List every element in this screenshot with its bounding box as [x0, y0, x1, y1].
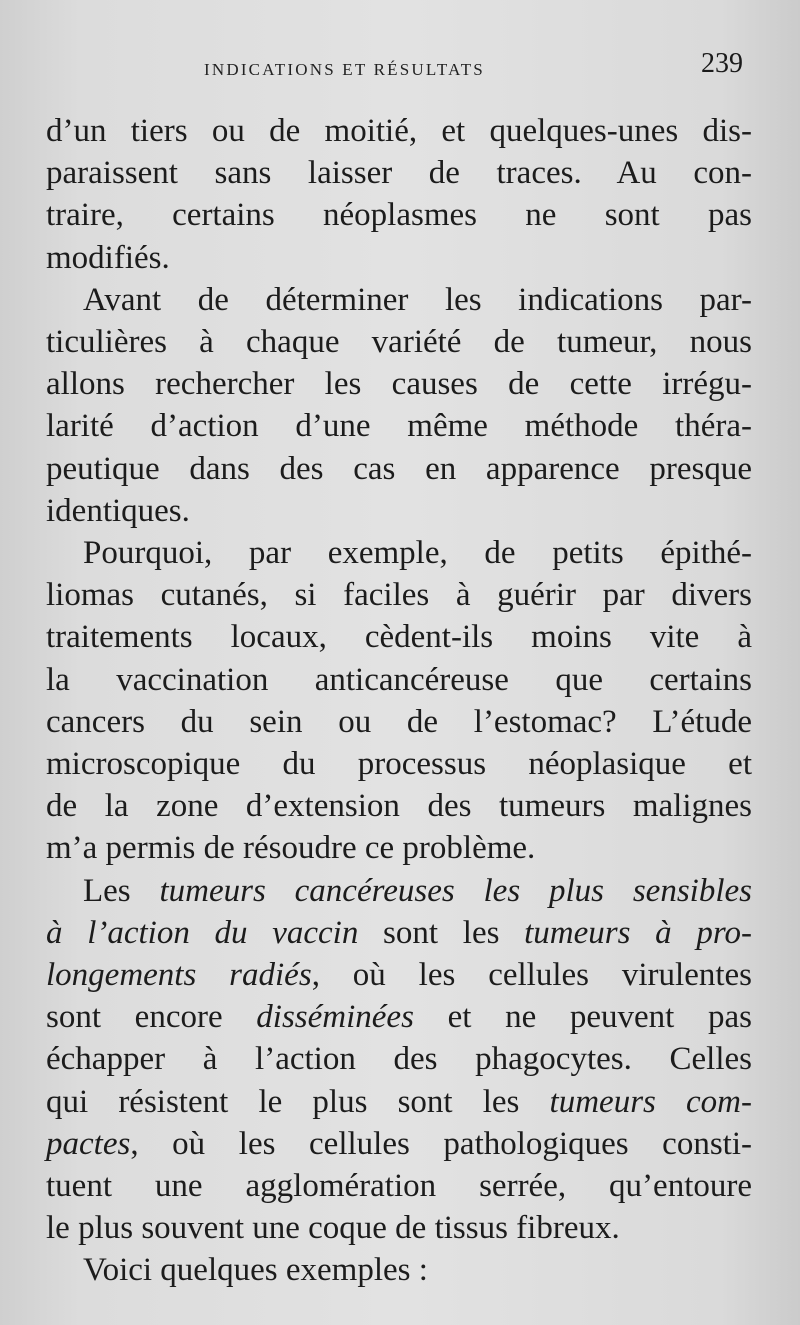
italic-text: tumeurs com- [549, 1083, 752, 1120]
page-header [0, 48, 800, 88]
text-segment: ticulières à chaque variété de tumeur, nous [46, 324, 752, 361]
text-line [46, 827, 752, 869]
text-segment: m’a permis de résoudre ce problème. [46, 830, 536, 867]
text-line [46, 1207, 752, 1249]
text-line [46, 405, 752, 447]
text-line [46, 237, 752, 279]
text-segment: traitements locaux, cèdent-ils moins vite à [46, 619, 752, 656]
body-text [46, 110, 752, 1292]
text-line [46, 152, 752, 194]
text-segment: , où les cellules virulentes [311, 957, 753, 994]
text-segment: de la zone d’extension des tumeurs malignes [46, 788, 752, 825]
text-segment: d’un tiers ou de moitié, et quelques-unes dis- [46, 113, 752, 149]
text-line [46, 1123, 752, 1165]
text-segment: Pourquoi, par exemple, de petits épithé- [83, 535, 752, 572]
text-line [46, 1165, 752, 1207]
italic-text: longements radiés [46, 957, 312, 994]
text-segment: cancers du sein ou de l’estomac? L’étude [46, 703, 752, 740]
italic-text: tumeurs cancéreuses les plus sensibles [159, 872, 752, 909]
paragraph [46, 110, 752, 279]
text-segment: modifiés. [46, 239, 170, 276]
text-line [46, 490, 752, 532]
text-line [46, 701, 752, 743]
text-segment: la vaccination anticancéreuse que certains [46, 661, 752, 698]
running-head: INDICATIONS ET RÉSULTATS [204, 60, 485, 79]
text-segment: peutique dans des cas en apparence presque [46, 450, 752, 487]
text-segment: allons rechercher les causes de cette irrégu- [46, 366, 752, 403]
text-segment: échapper à l’action des phagocytes. Celles [46, 1041, 752, 1078]
text-segment: Avant de déterminer les indications par- [83, 281, 752, 318]
italic-text: disséminées [256, 999, 414, 1036]
text-line [46, 363, 752, 405]
text-segment: larité d’action d’une même méthode théra- [46, 408, 752, 445]
text-line [46, 194, 752, 236]
page-number: 239 [701, 48, 743, 79]
text-line [46, 1038, 752, 1080]
text-line [46, 659, 752, 701]
text-line [46, 870, 752, 912]
text-segment: identiques. [46, 492, 190, 529]
text-segment: Voici quelques exemples : [83, 1252, 428, 1289]
text-segment: , où les cellules pathologiques consti- [130, 1125, 752, 1162]
text-line [46, 448, 752, 490]
paragraph [46, 279, 752, 532]
text-segment: paraissent sans laisser de traces. Au con- [46, 155, 752, 192]
text-line [46, 1249, 752, 1291]
text-segment: sont les [358, 914, 525, 951]
text-segment: microscopique du processus néoplasique et [46, 746, 752, 783]
paragraph [46, 532, 752, 870]
italic-text: à l’action du vaccin [46, 914, 359, 951]
paragraph [46, 1249, 752, 1291]
italic-text: pactes [46, 1125, 131, 1162]
text-line [46, 279, 752, 321]
italic-text: tumeurs à pro- [524, 914, 752, 951]
text-line [46, 785, 752, 827]
text-line [46, 954, 752, 996]
paragraph [46, 870, 752, 1250]
text-line [46, 574, 752, 616]
text-segment: sont encore [46, 999, 257, 1036]
text-segment: traire, certains néoplasmes ne sont pas [46, 197, 752, 234]
text-line [46, 110, 752, 152]
text-segment: Les [83, 872, 160, 909]
text-segment: liomas cutanés, si faciles à guérir par divers [46, 577, 752, 614]
text-segment: le plus souvent une coque de tissus fibreux. [46, 1210, 620, 1247]
text-line [46, 321, 752, 363]
text-line [46, 912, 752, 954]
text-segment: et ne peuvent pas [413, 999, 752, 1036]
text-line [46, 616, 752, 658]
text-line [46, 996, 752, 1038]
text-segment: qui résistent le plus sont les [46, 1083, 550, 1120]
text-line [46, 743, 752, 785]
text-line [46, 532, 752, 574]
text-line [46, 1081, 752, 1123]
text-segment: tuent une agglomération serrée, qu’entoure [46, 1168, 752, 1205]
